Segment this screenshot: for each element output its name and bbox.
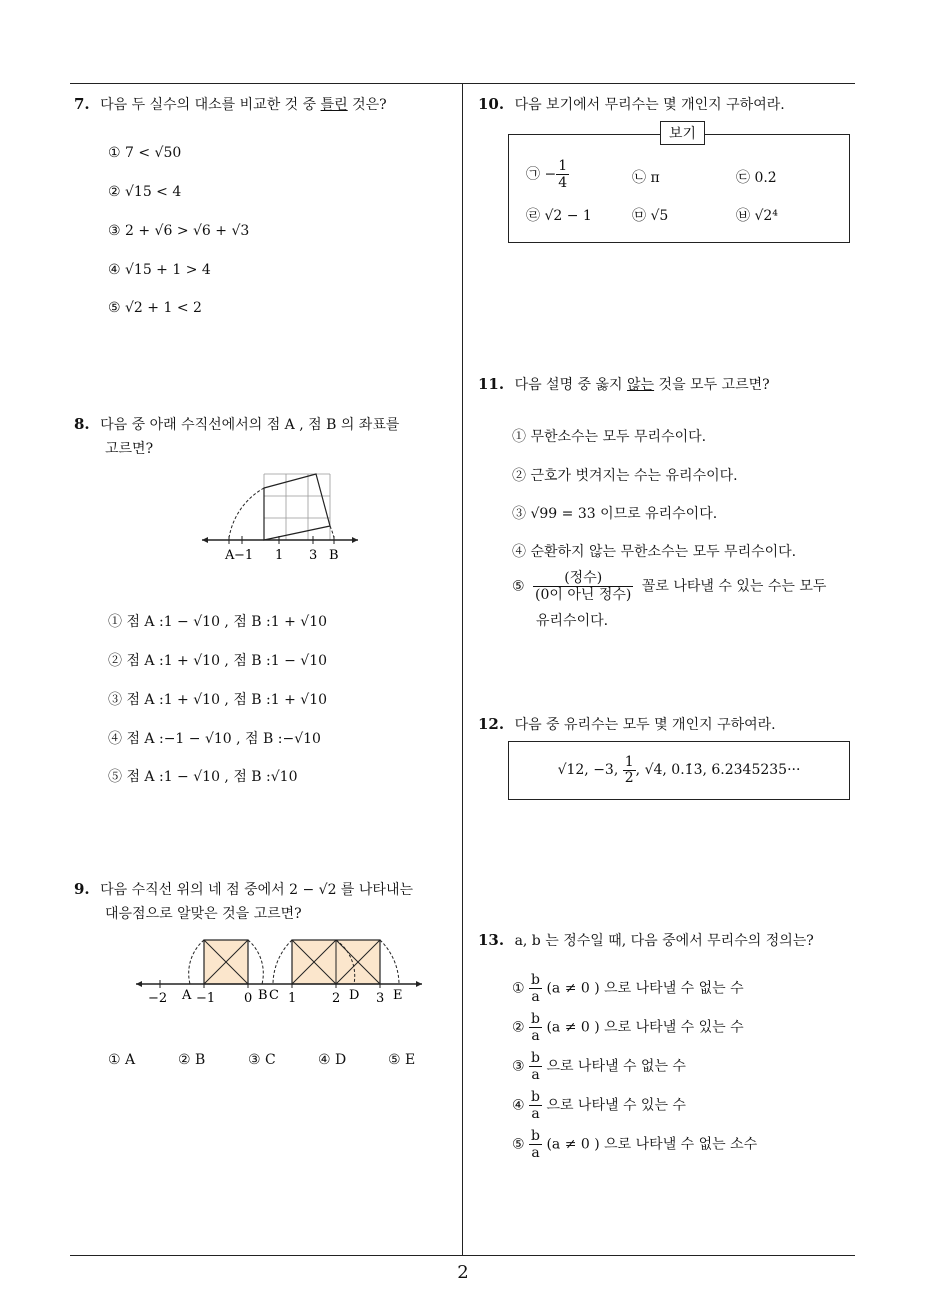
question-number: 7. bbox=[74, 95, 90, 113]
label-3: 3 bbox=[376, 991, 385, 1006]
q8-number-line-figure bbox=[198, 468, 363, 566]
q10-box-title: 보기 bbox=[660, 121, 705, 145]
bottom-rule bbox=[70, 1255, 855, 1256]
q13-option-1[interactable] bbox=[512, 972, 744, 1005]
numbers-after: , √4, 0.1̇3̇, 6.2345235··· bbox=[635, 762, 801, 778]
q11-option-2[interactable]: ② 근호가 벗겨지는 수는 유리수이다. bbox=[512, 468, 738, 484]
item-mark: ㉥ bbox=[736, 208, 750, 224]
q11-option-1[interactable]: ① 무한소수는 모두 무리수이다. bbox=[512, 429, 707, 445]
q7-option-3[interactable]: ③ 2 + √6 > √6 + √3 bbox=[108, 223, 250, 239]
question-text: 다음 설명 중 옳지 bbox=[514, 377, 628, 393]
question-text-end: 것을 모두 고르면? bbox=[654, 377, 770, 393]
q8-option-4[interactable]: ④ 점 A :−1 − √10 , 점 B :−√10 bbox=[108, 731, 321, 747]
question-8 bbox=[74, 412, 459, 461]
q9-option-4[interactable]: ④ D bbox=[318, 1052, 347, 1068]
numbers-before: √12, −3, bbox=[557, 762, 619, 778]
q11-option-3[interactable]: ③ √99 = 33 이므로 유리수이다. bbox=[512, 506, 718, 522]
question-text: 다음 보기에서 무리수는 몇 개인지 구하여라. bbox=[514, 97, 785, 113]
fraction bbox=[623, 755, 636, 786]
option-text: 으로 나타낼 수 있는 수 bbox=[546, 1097, 686, 1114]
item-mark: ㉣ bbox=[526, 208, 540, 224]
question-number: 12. bbox=[478, 715, 505, 733]
label-minus2: −2 bbox=[148, 991, 168, 1006]
numerator: b bbox=[531, 1050, 540, 1066]
item-value: √5 bbox=[650, 208, 669, 224]
label-e: E bbox=[393, 988, 403, 1003]
numerator: 1 bbox=[558, 158, 568, 174]
question-12 bbox=[478, 712, 776, 737]
item-mark: ㉢ bbox=[736, 170, 750, 186]
page-number: 2 bbox=[457, 1262, 469, 1283]
item-mark: ㉤ bbox=[632, 208, 646, 224]
label-b: B bbox=[329, 548, 339, 563]
q13-option-4[interactable] bbox=[512, 1089, 686, 1122]
denominator: a bbox=[531, 1067, 540, 1083]
option-mark: ② bbox=[512, 1019, 525, 1036]
question-number: 13. bbox=[478, 931, 505, 949]
denominator: 2 bbox=[624, 769, 634, 786]
question-text: 다음 두 실수의 대소를 비교한 것 중 bbox=[100, 97, 321, 113]
item-value: √2⁴ bbox=[754, 208, 778, 224]
question-text-line2: 대응점으로 알맞은 것을 고르면? bbox=[105, 906, 302, 922]
fraction bbox=[529, 1089, 542, 1122]
denominator: a bbox=[531, 989, 540, 1005]
label-b: B bbox=[258, 988, 268, 1003]
label-1: 1 bbox=[288, 991, 297, 1006]
q9-option-3[interactable]: ③ C bbox=[248, 1052, 276, 1068]
q10-item-5[interactable] bbox=[632, 205, 668, 225]
denominator: a bbox=[531, 1106, 540, 1122]
q10-item-3[interactable] bbox=[736, 167, 777, 187]
denominator: (0이 아닌 정수) bbox=[535, 587, 632, 603]
label-a: A bbox=[182, 988, 192, 1003]
q11-option-5[interactable] bbox=[512, 570, 826, 603]
item-mark: ㉡ bbox=[632, 170, 646, 186]
label-a: A bbox=[225, 548, 235, 563]
label-2: 2 bbox=[332, 991, 341, 1006]
fraction bbox=[529, 1050, 542, 1083]
q8-option-3[interactable]: ③ 점 A :1 + √10 , 점 B :1 + √10 bbox=[108, 692, 328, 708]
q9-option-5[interactable]: ⑤ E bbox=[388, 1052, 416, 1068]
underlined-word: 않는 bbox=[627, 377, 655, 393]
label-1: 1 bbox=[275, 548, 284, 563]
label-d: D bbox=[349, 988, 360, 1003]
numerator: b bbox=[531, 1089, 540, 1105]
question-number: 11. bbox=[478, 375, 505, 393]
q7-option-5[interactable]: ⑤ √2 + 1 < 2 bbox=[108, 300, 202, 316]
q13-option-2[interactable] bbox=[512, 1011, 744, 1044]
item-value: 0.2̇ bbox=[754, 170, 777, 186]
fraction bbox=[533, 570, 633, 603]
underlined-word: 틀린 bbox=[320, 97, 348, 113]
q10-item-2[interactable] bbox=[632, 167, 660, 187]
label-minus1: −1 bbox=[234, 548, 254, 563]
option-text: (a ≠ 0 ) 으로 나타낼 수 없는 소수 bbox=[546, 1136, 758, 1153]
numerator: 1 bbox=[624, 753, 634, 770]
q11-option-5-line2: 유리수이다. bbox=[536, 613, 609, 629]
option-text: 으로 나타낼 수 없는 수 bbox=[546, 1058, 686, 1075]
question-10 bbox=[478, 92, 785, 117]
option-text: (a ≠ 0 ) 으로 나타낼 수 있는 수 bbox=[546, 1019, 744, 1036]
fraction bbox=[529, 1011, 542, 1044]
numerator: b bbox=[531, 972, 540, 988]
option-mark: ③ bbox=[512, 1058, 525, 1075]
label-minus1: −1 bbox=[196, 991, 216, 1006]
question-number: 9. bbox=[74, 880, 90, 898]
denominator: a bbox=[531, 1028, 540, 1044]
question-11 bbox=[478, 372, 770, 397]
question-text: 다음 수직선 위의 네 점 중에서 2 − √2 를 나타내는 bbox=[100, 882, 413, 898]
question-9 bbox=[74, 877, 459, 926]
column-divider bbox=[462, 83, 463, 1255]
question-number: 8. bbox=[74, 415, 90, 433]
numerator: b bbox=[531, 1011, 540, 1027]
numerator: b bbox=[531, 1128, 540, 1144]
fraction bbox=[529, 972, 542, 1005]
option-mark: ① bbox=[512, 980, 525, 997]
item-mark: ㉠ bbox=[526, 166, 540, 183]
q10-item-4[interactable] bbox=[526, 205, 592, 225]
question-7 bbox=[74, 92, 387, 117]
q9-option-1[interactable]: ① A bbox=[108, 1052, 136, 1068]
q7-option-2[interactable]: ② √15 < 4 bbox=[108, 184, 182, 200]
denominator: a bbox=[531, 1145, 540, 1161]
question-number: 10. bbox=[478, 95, 505, 113]
label-c: C bbox=[269, 988, 279, 1003]
question-13 bbox=[478, 928, 814, 953]
q9-number-line-figure bbox=[132, 932, 428, 1008]
q10-item-1[interactable] bbox=[526, 158, 569, 191]
item-value: π bbox=[650, 170, 660, 186]
q8-option-2[interactable]: ② 점 A :1 + √10 , 점 B :1 − √10 bbox=[108, 653, 328, 669]
option-mark: ④ bbox=[512, 1097, 525, 1114]
q9-option-2[interactable]: ② B bbox=[178, 1052, 206, 1068]
q8-option-1[interactable]: ① 점 A :1 − √10 , 점 B :1 + √10 bbox=[108, 614, 328, 630]
q12-number-box bbox=[508, 741, 850, 800]
question-text-line2: 고르면? bbox=[105, 441, 154, 457]
option-text: (a ≠ 0 ) 으로 나타낼 수 없는 수 bbox=[546, 980, 744, 997]
question-text: 다음 중 아래 수직선에서의 점 A , 점 B 의 좌표를 bbox=[100, 417, 400, 433]
fraction bbox=[556, 158, 569, 191]
label-0: 0 bbox=[244, 991, 253, 1006]
q10-item-6[interactable] bbox=[736, 205, 778, 225]
question-text: a, b 는 정수일 때, 다음 중에서 무리수의 정의는? bbox=[514, 933, 814, 949]
question-text-end: 것은? bbox=[347, 97, 387, 113]
denominator: 4 bbox=[558, 175, 568, 191]
q7-option-4[interactable]: ④ √15 + 1 > 4 bbox=[108, 262, 211, 278]
q11-option-4[interactable]: ④ 순환하지 않는 무한소수는 모두 무리수이다. bbox=[512, 544, 797, 560]
item-sign: − bbox=[544, 166, 557, 183]
label-3: 3 bbox=[309, 548, 318, 563]
item-value: √2 − 1 bbox=[544, 208, 592, 224]
q13-option-3[interactable] bbox=[512, 1050, 686, 1083]
option-text: 꼴로 나타낼 수 있는 수는 모두 bbox=[641, 578, 827, 595]
q8-option-5[interactable]: ⑤ 점 A :1 − √10 , 점 B :√10 bbox=[108, 769, 298, 785]
option-mark: ⑤ bbox=[512, 1136, 525, 1153]
numerator: (정수) bbox=[533, 570, 633, 587]
q13-option-5[interactable] bbox=[512, 1128, 757, 1161]
question-text: 다음 중 유리수는 모두 몇 개인지 구하여라. bbox=[514, 717, 776, 733]
option-mark: ⑤ bbox=[512, 578, 525, 595]
q7-option-1[interactable]: ① 7 < √50 bbox=[108, 145, 182, 161]
fraction bbox=[529, 1128, 542, 1161]
